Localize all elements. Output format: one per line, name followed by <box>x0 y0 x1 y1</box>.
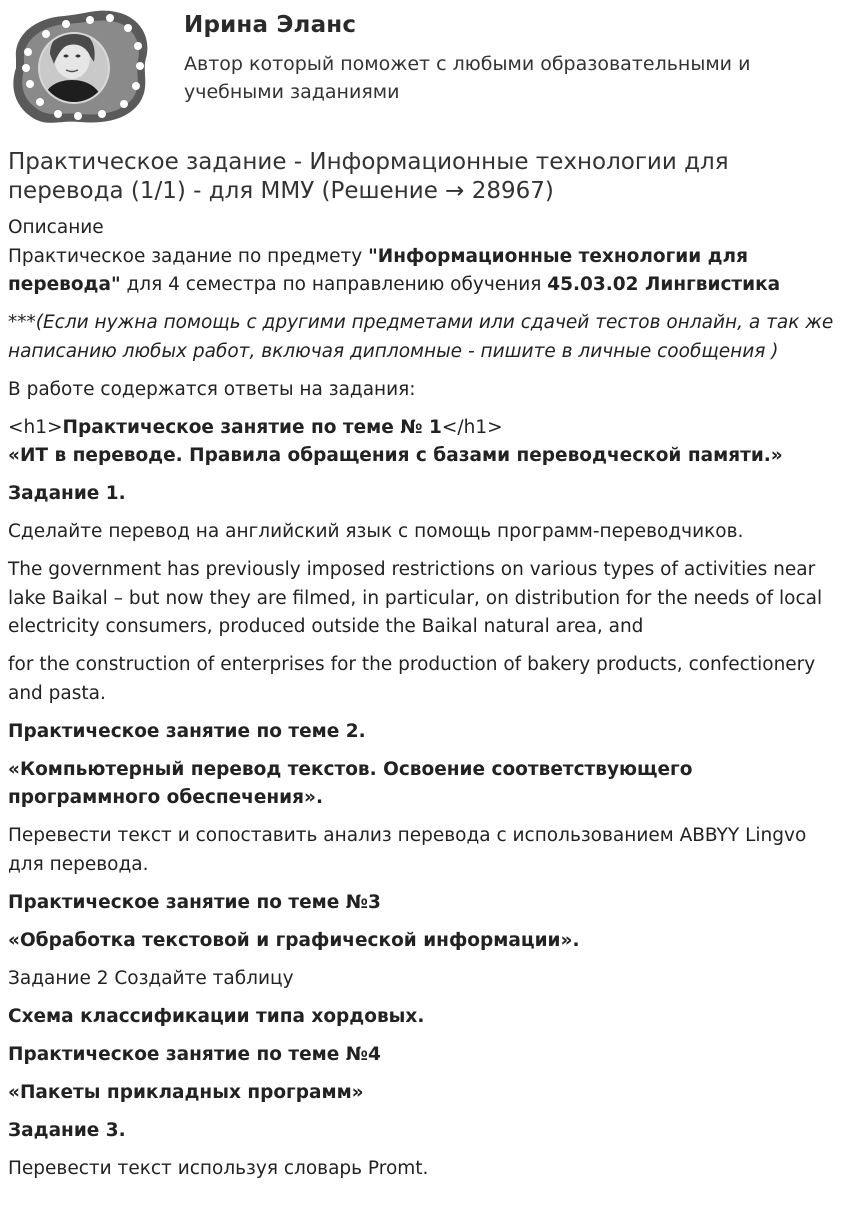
intro-subject: "Информационные технологии для перевода" <box>8 245 748 295</box>
topic2-heading: Практическое занятие по теме 2. <box>8 720 366 742</box>
english-paragraph-1: The government has previously imposed restrictions on various types of activities near lake Baikal – but now they are filmed, in particular, on distribution for the needs of local electricity consumers, produced outside the Baikal natural area, and <box>8 559 823 637</box>
topic2-task: Перевести текст и сопоставить анализ перевода с использованием ABBYY Lingvo для перевода. <box>8 825 807 875</box>
topic1-name: «ИТ в переводе. Правила обращения с базами переводческой памяти.» <box>8 445 783 466</box>
contains-paragraph: В работе содержатся ответы на задания: <box>8 378 416 400</box>
english-paragraph-2: for the construction of enterprises for the production of bakery products, confectionery and pasta. <box>8 654 816 704</box>
author-name[interactable]: Ирина Эланс <box>184 12 357 38</box>
intro-middle: для 4 семестра по направлению обучения <box>120 274 548 295</box>
topic1-text: Практическое занятие по теме № 1 <box>62 416 442 438</box>
author-avatar[interactable] <box>6 6 152 128</box>
description-label: Описание <box>8 217 104 238</box>
note-paragraph: ***(Если нужна помощь с другими предметами или сдачей тестов онлайн, а так же написанию любых работ, включая дипломные - пишите в личные сообщения ) <box>8 312 834 362</box>
intro-prefix: Практическое задание по предмету <box>8 245 369 267</box>
topic4-name: «Пакеты прикладных программ» <box>8 1081 364 1103</box>
task2-text: Задание 2 Создайте таблицу <box>8 967 294 989</box>
author-description: Автор который поможет с любыми образовательными и учебными заданиями <box>184 53 751 103</box>
intro-paragraph <box>8 243 840 300</box>
task3-label: Задание 3. <box>8 1119 126 1141</box>
intro-direction: 45.03.02 Лингвистика <box>547 274 781 295</box>
topic2-name: «Компьютерный перевод текстов. Освоение соответствующего программного обеспечения». <box>8 758 693 808</box>
author-header <box>0 0 847 135</box>
topic1-close-tag: </h1> <box>441 416 503 438</box>
task2-scheme: Схема классификации типа хордовых. <box>8 1005 425 1027</box>
topic1-heading <box>8 414 840 443</box>
topic3-name: «Обработка текстовой и графической информации». <box>8 929 580 951</box>
task1-text: Сделайте перевод на английский язык с помощь программ-переводчиков. <box>8 521 744 542</box>
task1-label: Задание 1. <box>8 483 126 504</box>
topic4-heading: Практическое занятие по теме №4 <box>8 1043 381 1065</box>
topic3-heading: Практическое занятие по теме №3 <box>8 891 381 913</box>
topic1-open-tag: <h1> <box>8 416 63 438</box>
document-content <box>8 148 840 1193</box>
page-title: Практическое задание - Информационные технологии для перевода (1/1) - для ММУ (Решение → 28967) <box>8 149 729 204</box>
task3-text: Перевести текст используя словарь Promt. <box>8 1157 429 1179</box>
